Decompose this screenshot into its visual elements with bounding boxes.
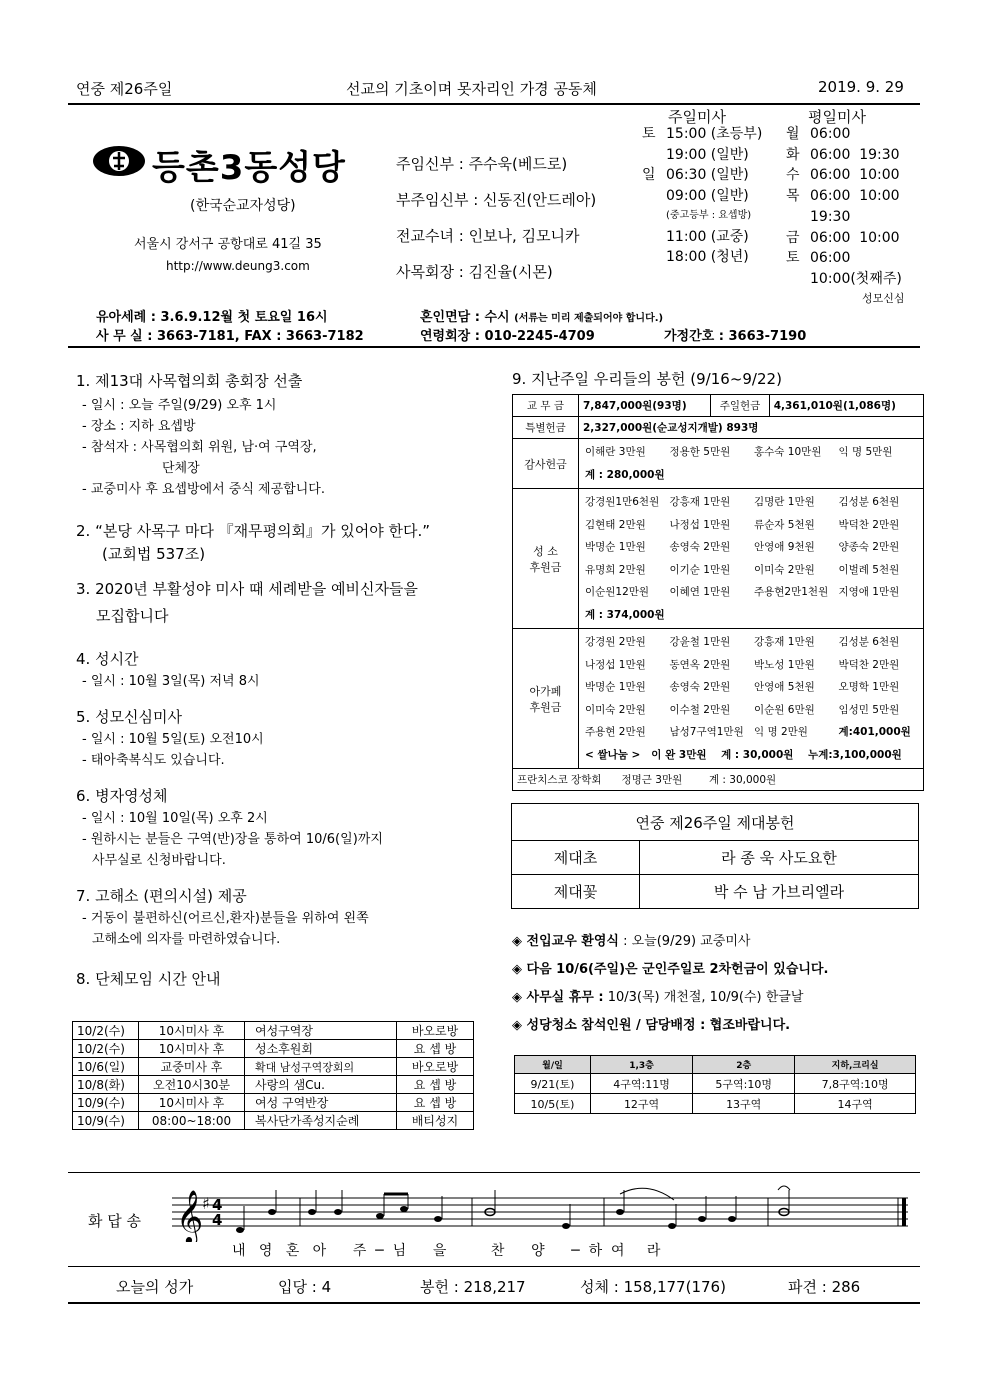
mass-note: 성모신심 [862,292,905,305]
weekday-mass-list: 월 06:00 화 06:00 19:30 수 06:00 10:00 목 06:00 10:00 19:30 금 06:00 10:00 토 06:00 10:00(첫째주) [786,126,902,287]
diamond-icon: ◈ [512,1018,527,1033]
header-week: 연중 제26주일 [76,80,173,98]
table-row: 교 무 금 7,847,000원(93명) 주일헌금 4,361,010원(1,086명) [513,395,924,417]
offering-table [512,394,924,791]
psalm-lyrics: 내 영 혼 아 주 ─ 님 을 찬 양 ─ 하 여 라 [232,1243,661,1259]
table-row: 10/9(수) 08:00~18:00 복사단가족성지순례 배티성지 [73,1112,474,1130]
weekday-mass-title: 평일미사 [808,108,866,126]
news-1-title: 1. 제13대 사목협의회 총회장 선출 [76,372,303,390]
list-item: ◈ 다음 10/6(주일)은 군인주일로 2차헌금이 있습니다. [512,962,829,977]
staff-row: 부주임신부 : 신동진(안드레아) [396,191,597,209]
info-federation: 연령회장 : 010-2245-4709 [420,329,595,344]
table-row: 10/5(토) 12구역 13구역 14구역 [515,1094,916,1114]
header-slogan: 선교의 기초이며 못자리인 가경 공동체 [346,80,597,98]
info-baptism: 유아세례 : 3.6.9.12월 첫 토요일 16시 [96,310,328,325]
table-row: 제대꽃 박 수 남 가브리엘라 [512,875,919,909]
sunday-mass-list: 토 15:00 (초등부) 19:00 (일반) 일 06:30 (일반) 09:00 (일반) (중고등부 : 요셉방) 11:00 (교중) 18:00 (청년) [642,126,763,265]
news-5-title: 5. 성모신심미사 [76,708,183,726]
parish-name: 등촌3동성당 [152,148,346,188]
info-marriage: 혼인면담 : 수시 (서류는 미리 제출되어야 합니다.) [420,310,664,325]
footer-recession: 파견 : 286 [788,1278,861,1296]
svg-text:4: 4 [212,1211,223,1229]
table-row: 10/2(수) 10시미사 후 여성구역장 바오로방 [73,1022,474,1040]
news-6-title: 6. 병자영성체 [76,787,168,805]
parish-url: http://www.deung3.com [166,259,310,273]
music-staff [172,1182,912,1242]
info-rule [68,346,920,348]
news-4-title: 4. 성시간 [76,650,139,668]
table-row: 제대초 라 종 욱 사도요한 [512,841,919,875]
table-row: 10/2(수) 10시미사 후 성소후원회 요 셉 방 [73,1040,474,1058]
table-row: 월/일 1,3층 2층 지하,크리실 [515,1056,916,1074]
staff-row: 주임신부 : 주수욱(베드로) [396,155,568,173]
sunday-mass-title: 주일미사 [668,108,726,126]
diamond-icon: ◈ [512,962,527,977]
schedule-table [72,1021,474,1130]
diamond-icon: ◈ [512,990,527,1005]
list-item: ◈ 전입교우 환영식 : 오늘(9/29) 교중미사 [512,934,751,949]
table-row: 프란치스코 장학회 정명근 3만원 계 : 30,000원 [513,769,924,791]
diamond-icon: ◈ [512,934,527,949]
svg-text:4: 4 [212,1196,223,1214]
notice-list [512,928,828,1040]
table-row: 아가페 후원금 강경원 2만원 강윤철 1만원 강흥재 1만원 김성분 6천원 나정섭 1만원 동연옥 2만원 박노성 1만원 박덕찬 2만원 박명순 1만원 송영숙 2만원 안영애 5천원 오명학 1만원 이미숙 2만원 이수철 2만원 이순원 6만원 임성민 5만원 주용현 2만원 남성7구역1만원 익 명 2만원 계:401,000원 < 쌀나눔 > 이 완 3만원 계 : 30,000원 누계:3,100,000원 [513,629,924,769]
news-7-title: 7. 고해소 (편의시설) 제공 [76,887,247,905]
table-row: 성 소 후원금 강경원1만6천원 강흥재 1만원 김명란 1만원 김성분 6천원 김현태 2만원 나정섭 1만원 류순자 5천원 박덕찬 2만원 박명순 1만원 송영숙 2만원 안영애 9천원 양종숙 2만원 유명희 2만원 이기순 1만원 이미숙 2만원 이벌례 5천원 이순원12만원 이혜연 1만원 주용현2만1천원 지영애 1만원 계 : 374,000원 [513,489,924,629]
news-column: 1. 제13대 사목협의회 총회장 선출 - 일시 : 오늘 주일(9/29) 오후 1시 - 장소 : 지하 요셉방 - 참석자 : 사목협의회 위원, 남·여 구역장, 단체장 - 교중미사 후 요셉방에서 중식 제공합니다. 2. “본당 사목구 마다 『재무평의회』가 있어야 한다.” (교회법 537조) 3. 2020년 부활성야 미사 때 세례받을 예비신자들을 모집합니다 4. 성시간 - 일시 : 10월 3일(목) 저녁 8시 5. 성모신심미사 - 일시 : 10월 5일(토) 오전10시 - 태아축복식도 있습니다. 6. 병자영성체 - 일시 : 10월 10일(목) 오후 2시 - 원하시는 분들은 구역(반)장을 통하여 10/6(일)까지 사무실로 신청바랍니다. 7. 고해소 (편의시설) 제공 - 거동이 불편하신(어르신,환자)분들을 위하여 왼쪽 고해소에 의자를 마련하였습니다. 8. 단체모임 시간 안내 [76,370,496,989]
news-8-title: 8. 단체모임 시간 안내 [76,970,221,988]
svg-text:♯: ♯ [202,1194,210,1213]
staff-row: 전교수녀 : 인보나, 김모니카 [396,227,580,245]
table-row: 감사헌금 이해란 3만원 정용한 5만원 홍수숙 10만원 익 명 5만원 계 : 280,000원 [513,439,924,489]
staff-list [396,146,596,290]
psalm-top-rule [68,1172,920,1173]
table-row: 10/8(화) 오전10시30분 사랑의 샘Cu. 요 셉 방 [73,1076,474,1094]
table-row: 특별헌금 2,327,000원(순교성지개발) 893명 [513,417,924,439]
footer-entrance: 입당 : 4 [278,1278,332,1296]
info-office: 사 무 실 : 3663-7181, FAX : 3663-7182 [96,329,364,344]
parish-subtitle: (한국순교자성당) [190,198,296,214]
news-3-title: 3. 2020년 부활성야 미사 때 세례받을 예비신자들을 [76,580,418,598]
parish-address: 서울시 강서구 공항대로 41길 35 [134,237,322,252]
table-row: 연중 제26주일 제대봉헌 [512,804,919,841]
svg-text:𝄞: 𝄞 [176,1189,204,1242]
footer-rule [68,1302,920,1304]
offering-title: 9. 지난주일 우리들의 봉헌 (9/16~9/22) [512,370,782,388]
psalm-label: 화 답 송 [88,1212,142,1230]
table-row: 10/9(수) 10시미사 후 여성 구역반장 요 셉 방 [73,1094,474,1112]
footer-hymn: 오늘의 성가 [116,1278,194,1296]
table-row: 10/6(일) 교중미사 후 확대 남성구역장회의 바오로방 [73,1058,474,1076]
table-row: 9/21(토) 4구역:11명 5구역:10명 7,8구역:10명 [515,1074,916,1094]
staff-row: 사목회장 : 김진율(시몬) [396,263,553,281]
altar-table [511,803,919,909]
cleaning-table [514,1055,916,1114]
footer-communion: 성체 : 158,177(176) [580,1278,726,1296]
list-item: ◈ 성당청소 참석인원 / 담당배정 : 협조바랍니다. [512,1018,791,1033]
info-nursing: 가정간호 : 3663-7190 [664,329,807,344]
header-rule [68,103,920,105]
parish-logo [92,144,146,178]
footer-offertory: 봉헌 : 218,217 [420,1278,526,1296]
news-2-title: 2. “본당 사목구 마다 『재무평의회』가 있어야 한다.” [76,522,431,540]
psalm-bottom-rule [68,1266,920,1267]
header-date: 2019. 9. 29 [818,78,904,96]
list-item: ◈ 사무실 휴무 : 10/3(목) 개천절, 10/9(수) 한글날 [512,990,804,1005]
